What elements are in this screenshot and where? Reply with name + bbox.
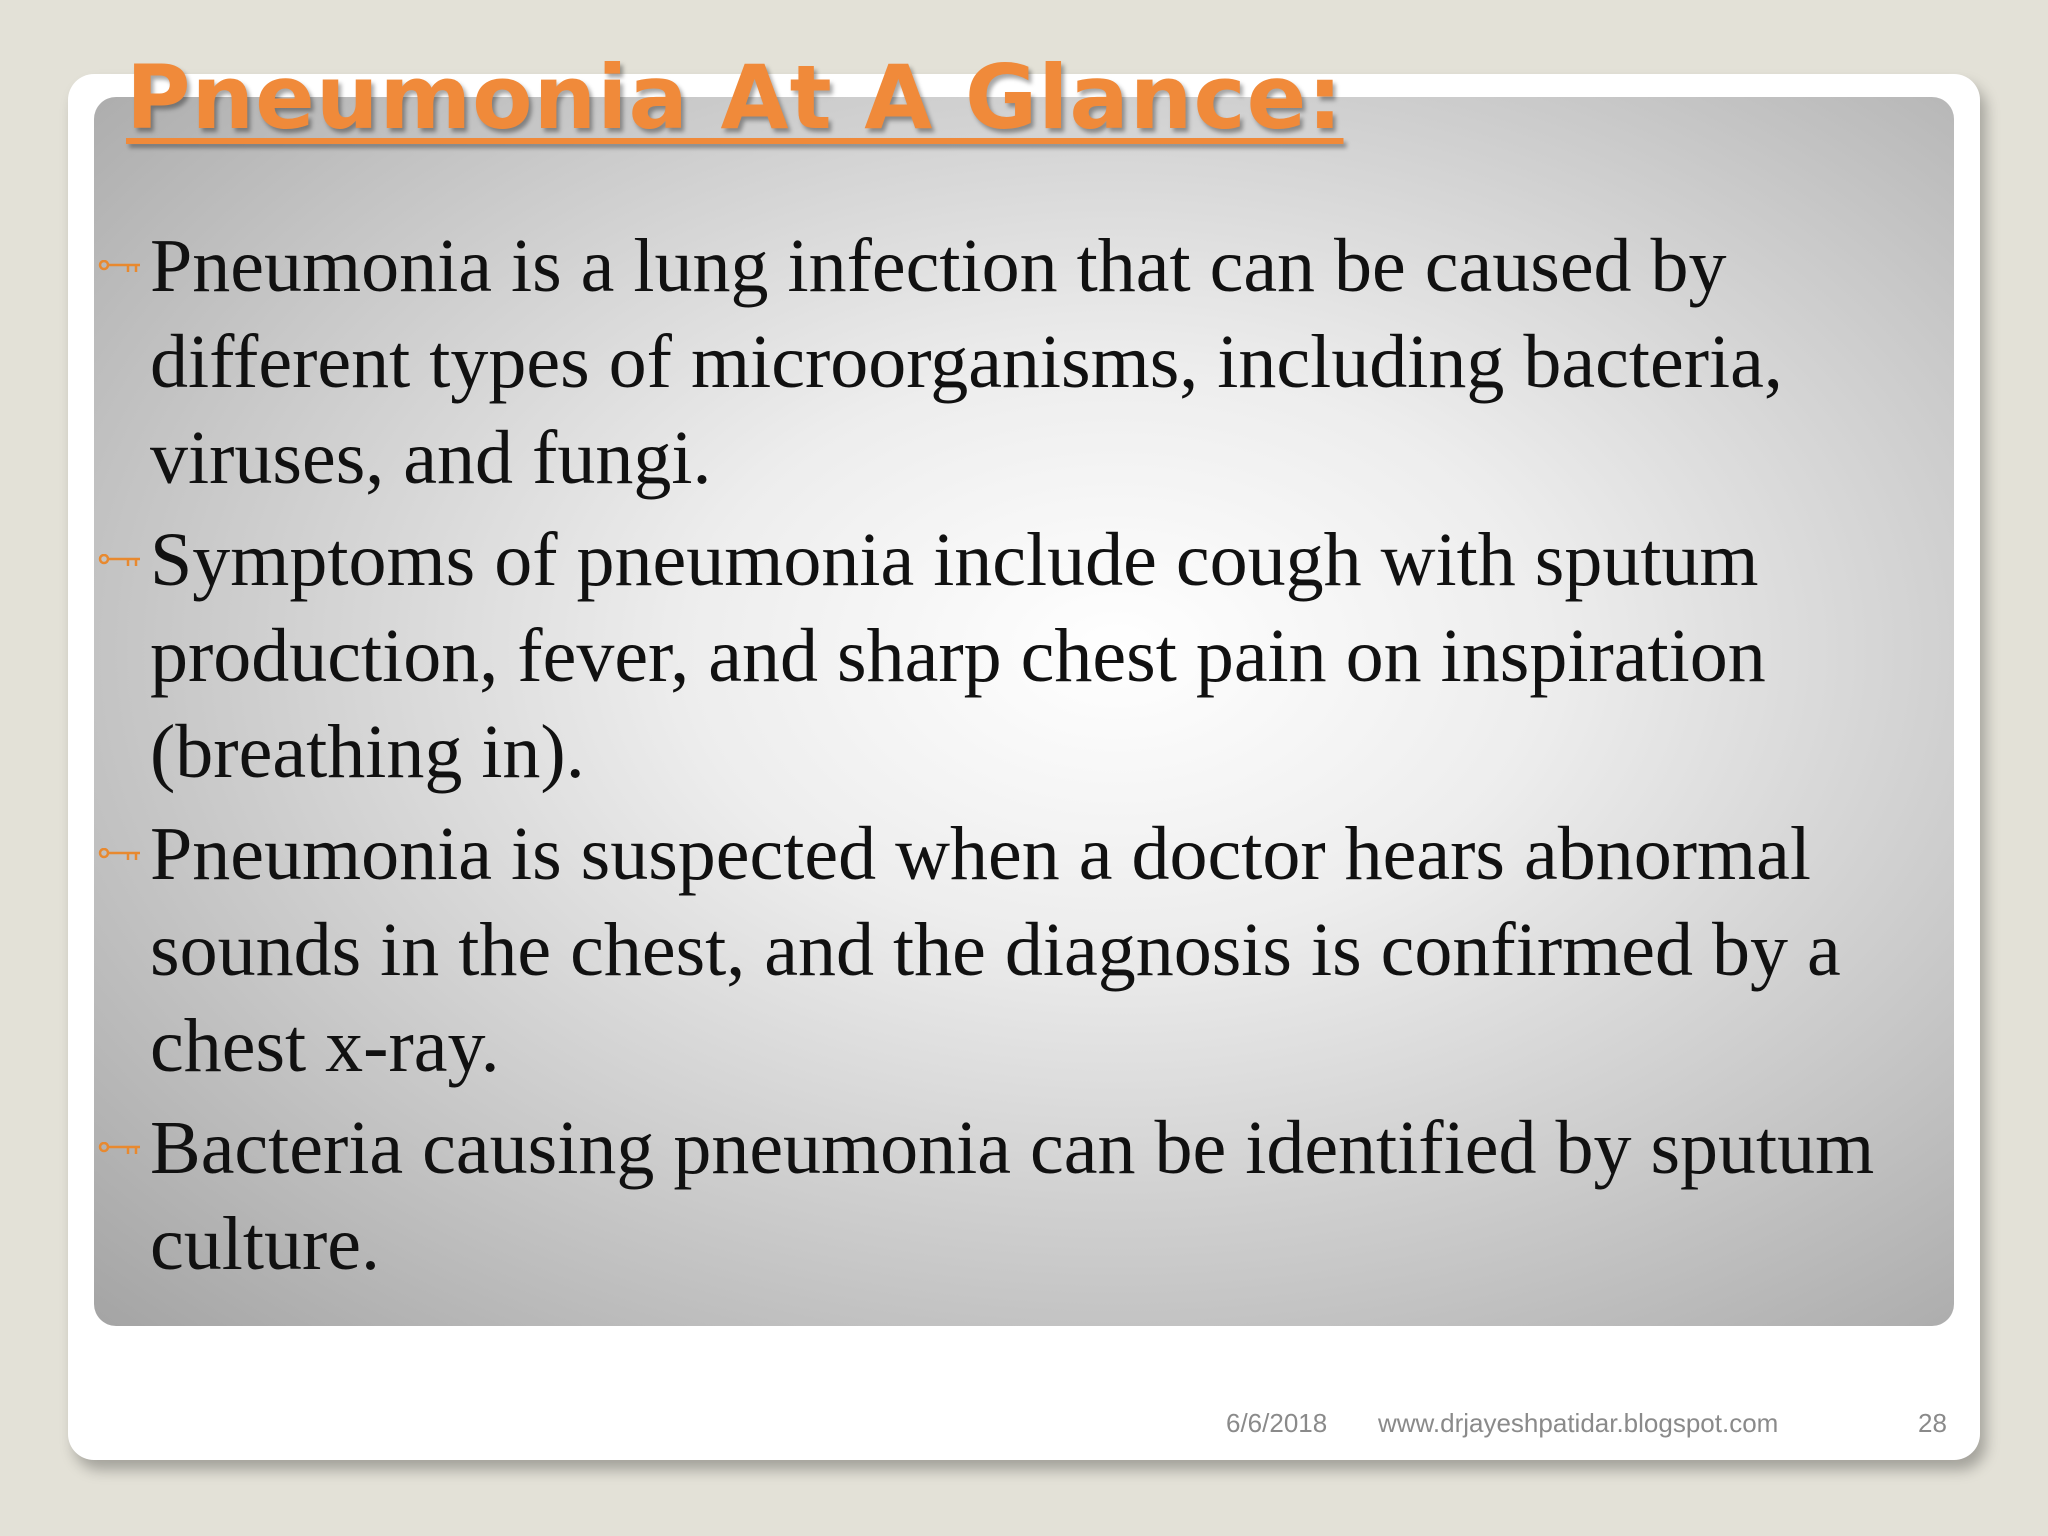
bullet-text: Pneumonia is a lung infection that can be caused by different types of microorganisms, including bacteria, viruses, and fungi.: [150, 224, 1783, 500]
bullet-item: [96, 218, 1966, 506]
bullet-item: [96, 1100, 1966, 1292]
bullet-list: [96, 218, 1966, 1298]
bullet-text: Pneumonia is suspected when a doctor hears abnormal sounds in the chest, and the diagnosis is confirmed by a chest x-ray.: [150, 812, 1841, 1088]
bullet-item: [96, 806, 1966, 1094]
footer-date: 6/6/2018: [1226, 1408, 1328, 1438]
footer-url: www.drjayeshpatidar.blogspot.com: [1378, 1408, 1779, 1438]
key-icon: [98, 554, 142, 570]
footer-page-number: 28: [1918, 1408, 1947, 1438]
key-icon: [98, 260, 142, 276]
bullet-text: Symptoms of pneumonia include cough with sputum production, fever, and sharp chest pain on inspiration (breathing in).: [150, 518, 1766, 794]
bullet-item: [96, 512, 1966, 800]
key-icon: [98, 1142, 142, 1158]
slide-title: Pneumonia At A Glance:: [126, 46, 1344, 149]
bullet-text: Bacteria causing pneumonia can be identified by sputum culture.: [150, 1106, 1875, 1286]
key-icon: [98, 848, 142, 864]
